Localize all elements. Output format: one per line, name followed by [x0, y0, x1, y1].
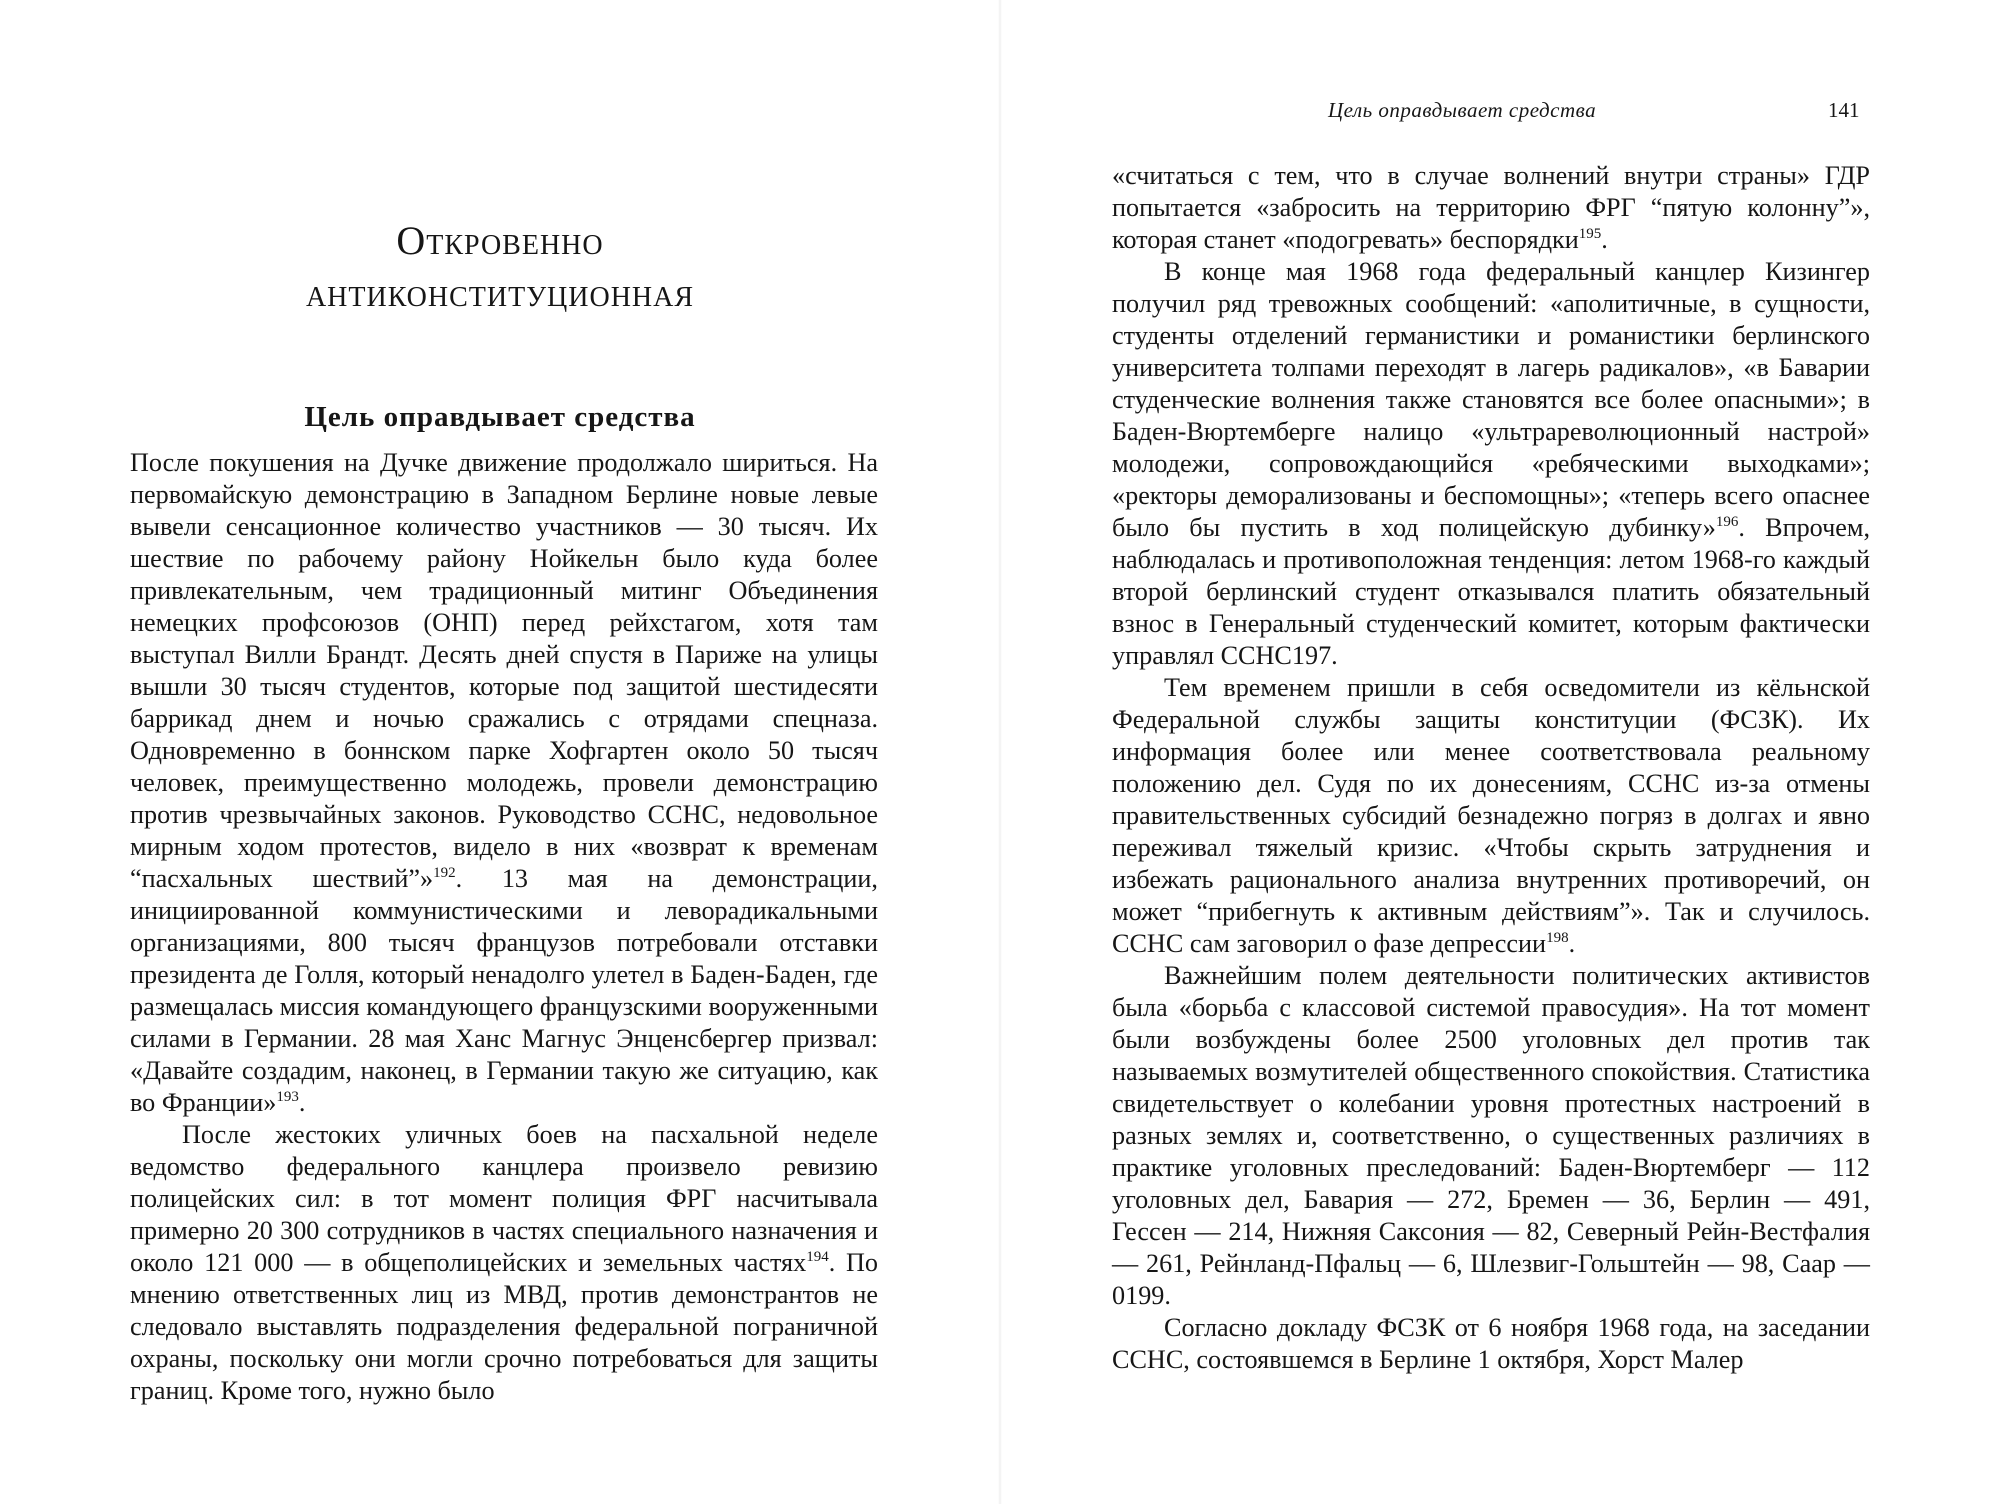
- paragraph-text: В конце мая 1968 года федеральный канцлер Кизингер получил ряд тревожных сообщений: «аполитичные, в сущности, студенты отделений германистики и романистики берлинского университета толпами переходят в лагерь радикалов», «в Баварии студенческие волнения также становятся все более опасными»; в Баден-Вюртемберге налицо «ультрареволюционный настрой» молодежи, сопровождающийся «ребяческими выходками»; «ректоры деморализованы и беспомощны»; «теперь всего опаснее было бы пустить в ход полицейскую дубинку»: [1112, 257, 1870, 542]
- paragraph-text: Тем временем пришли в себя осведомители из кёльнской Федеральной службы защиты конституции (ФСЗК). Их информация более или менее соответствовала реальному положению дел. Судя по их донесениям, ССНС из-за отмены правительственных субсидий безнадежно погряз в долгах и явно переживал тяжелый кризис. «Чтобы скрыть затруднения и избежать рационального анализа внутренних противоречий, он может “прибегнуть к активным действиям”». Так и случилось. ССНС сам заговорил о фазе депрессии: [1112, 673, 1870, 958]
- right-paragraph-2: [1112, 256, 1870, 672]
- paragraph-text: После покушения на Дучке движение продолжало шириться. На первомайскую демонстрацию в Западном Берлине новые левые вывели сенсационное количество участников — 30 тысяч. Их шествие по рабочему району Нойкельн было куда более привлекательным, чем традиционный митинг Объединения немецких профсоюзов (ОНП) перед рейхстагом, хотя там выступал Вилли Брандт. Десять дней спустя в Париже на улицы вышли 30 тысяч студентов, которые под защитой шестидесяти баррикад днем и ночью сражались с отрядами спецназа. Одновременно в боннском парке Хофгартен около 50 тысяч человек, преимущественно молодежь, провели демонстрацию против чрезвычайных законов. Руководство ССНС, недовольное мирным ходом протестов, видело в них «возврат к временам “пасхальных шествий”»: [130, 448, 878, 893]
- left-paragraph-2: [130, 1119, 878, 1407]
- paragraph-text: Важнейшим полем деятельности политических активистов была «борьба с классовой системой правосудия». На тот момент были возбуждены более 2500 уголовных дел против так называемых возмутителей общественного спокойствия. Статистика свидетельствует о колебании уровня протестных настроений в разных землях и, соответственно, о существенных различиях в практике уголовных преследований: Баден-Вюртемберг — 112 уголовных дел, Бавария — 272, Бремен — 36, Берлин — 491, Гессен — 214, Нижняя Саксония — 82, Северный Рейн-Вестфалия — 261, Рейнланд-Пфальц — 6, Шлезвиг-Гольштейн — 98, Саар — 0199.: [1112, 961, 1870, 1310]
- paragraph-text-cont: . Впрочем, наблюдалась и противоположная тенденция: летом 1968-го каждый второй берлинский студент отказывался платить обязательный взнос в Генеральный студенческий комитет, которым фактически управлял ССНС197.: [1112, 513, 1871, 670]
- paragraph-text-cont: . 13 мая на демонстрации, инициированной коммунистическими и леворадикальными организациями, 800 тысяч французов потребовали отставки президента де Голля, который ненадолго улетел в Баден-Баден, где размещалась миссия командующего французскими вооруженными силами в Германии. 28 мая Ханс Магнус Энценсбергер призвал: «Давайте создадим, наконец, в Германии такую же ситуацию, как во Франции»: [130, 864, 878, 1117]
- section-title: Цель оправдывает средства: [304, 401, 696, 433]
- right-body-text: [1112, 160, 1870, 1376]
- right-paragraph-1: [1112, 160, 1870, 256]
- page-number: 141: [1828, 98, 1860, 122]
- left-paragraph-1: [130, 447, 878, 1119]
- right-page: [1000, 0, 2000, 1504]
- right-paragraph-5: [1112, 1312, 1870, 1376]
- paragraph-text-cont: .: [1601, 225, 1608, 254]
- paragraph-text-end: .: [298, 1088, 306, 1117]
- chapter-title-line-1: Откровенно: [396, 218, 604, 263]
- paragraph-text: После жестоких уличных боев на пасхальной неделе ведомство федерального канцлера произвело ревизию полицейских сил: в тот момент полиция ФРГ насчитывала примерно 20 300 сотрудников в частях специального назначения и около 121 000 — в общеполицейских и земельных частях: [130, 1120, 878, 1277]
- footnote-marker: 195: [1578, 226, 1602, 242]
- running-head: Цель оправдывает средства: [1328, 98, 1597, 122]
- paragraph-text-cont: . По мнению ответственных лиц из МВД, против демонстрантов не следовало выставлять подразделения федеральной пограничной охраны, поскольку они могли срочно потребоваться для защиты границ. Кроме того, нужно было: [130, 1248, 878, 1405]
- footnote-marker: 198: [1546, 930, 1569, 946]
- right-paragraph-4: [1112, 960, 1870, 1312]
- left-body-text: [130, 447, 878, 1407]
- paragraph-text-cont: .: [1568, 929, 1576, 958]
- footnote-marker: 196: [1715, 514, 1739, 530]
- paragraph-text: Согласно докладу ФСЗК от 6 ноября 1968 года, на заседании ССНС, состоявшемся в Берлине 1 октября, Хорст Малер: [1112, 1313, 1870, 1374]
- chapter-title-line-2: антиконституционная: [305, 270, 695, 315]
- right-paragraph-3: [1112, 672, 1870, 960]
- footnote-marker: 192: [433, 865, 456, 881]
- chapter-title: [150, 215, 850, 319]
- footnote-marker: 194: [806, 1249, 829, 1265]
- footnote-marker: 193: [276, 1089, 299, 1105]
- paragraph-text: «считаться с тем, что в случае волнений внутри страны» ГДР попытается «забросить на территорию ФРГ “пятую колонну”», которая станет «подогревать» беспорядки: [1112, 161, 1870, 254]
